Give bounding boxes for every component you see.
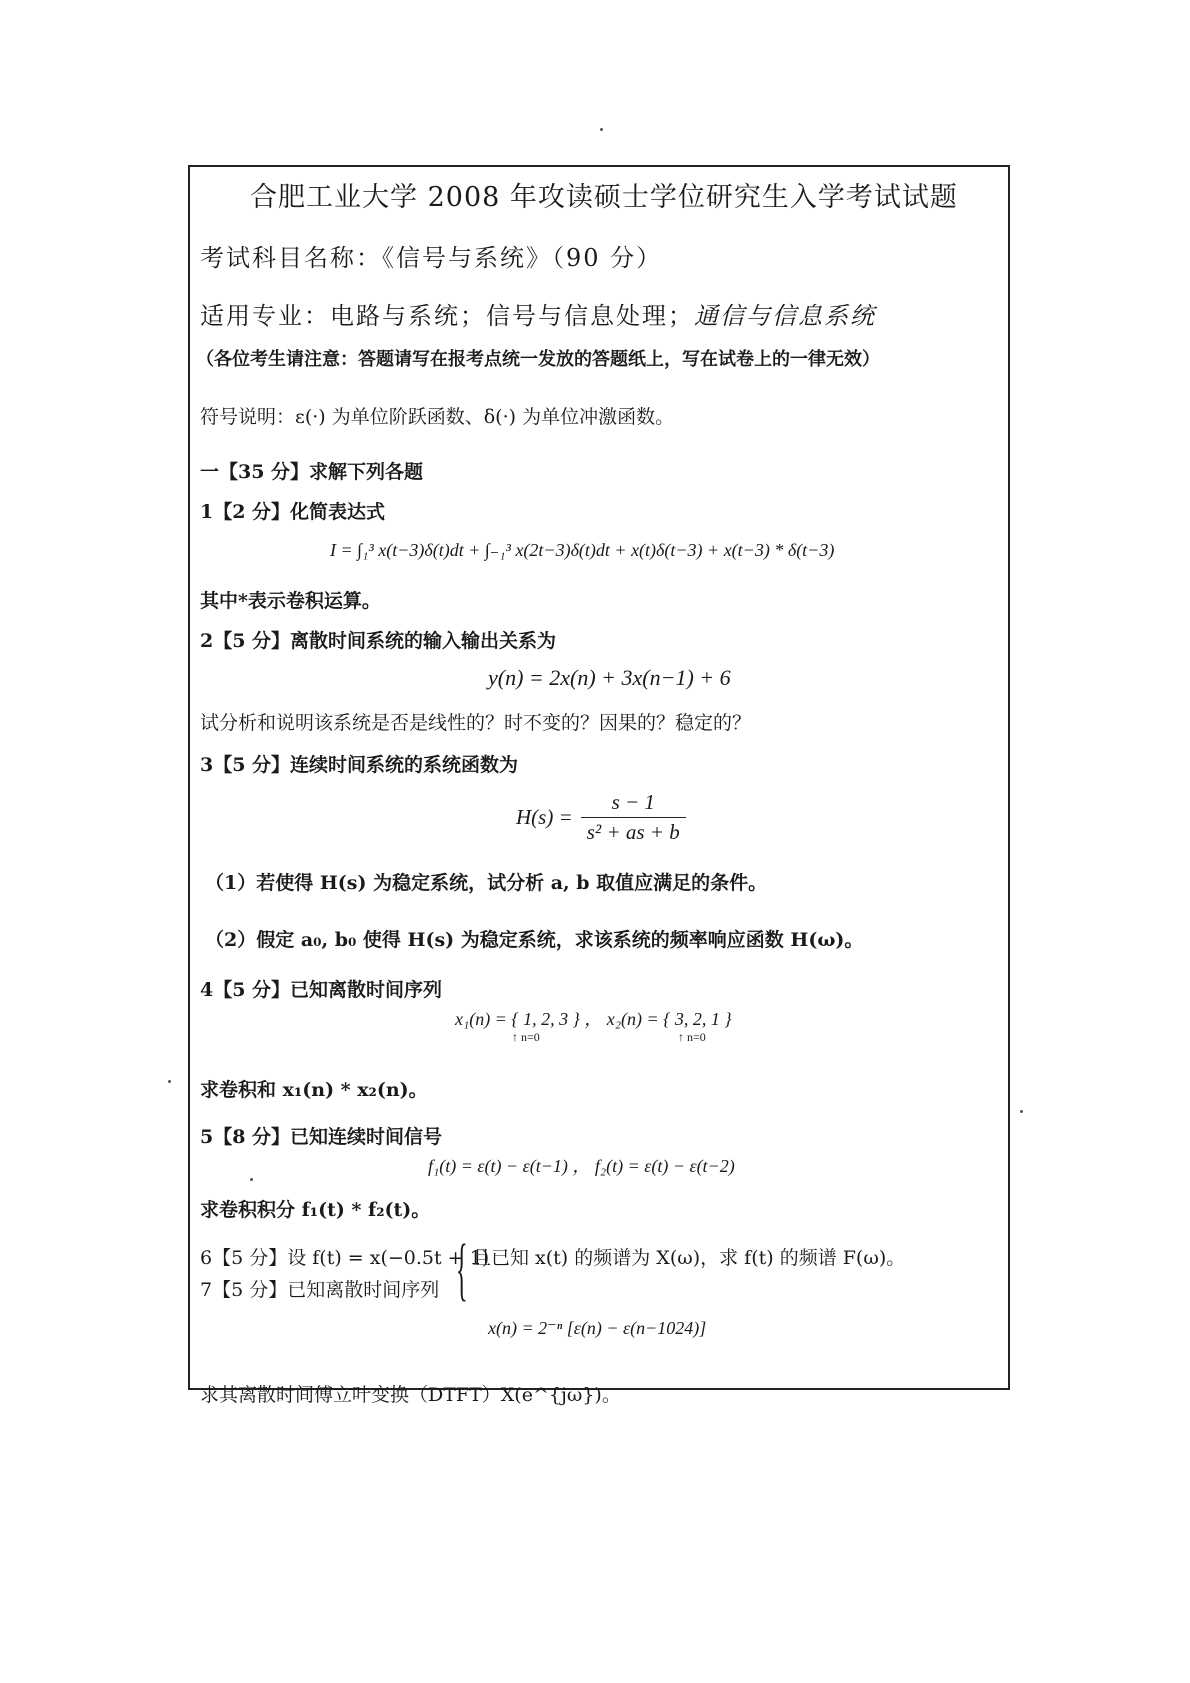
q5-formula: f₁(t) = ε(t) − ε(t−1) ， f₂(t) = ε(t) − ε(t−2): [428, 1156, 735, 1176]
q6-rest: 且已知 x(t) 的频谱为 X(ω)，求 f(t) 的频谱 F(ω)。: [472, 1247, 906, 1269]
q7-formula: x(n) = 2⁻ⁿ [ε(n) − ε(n−1024)]: [488, 1318, 707, 1338]
q4-question: 求卷积和 x₁(n) * x₂(n)。: [200, 1079, 428, 1101]
q3-part1: （1）若使得 H(s) 为稳定系统，试分析 a, b 取值应满足的条件。: [205, 872, 768, 894]
q7-question: 求其离散时间傅立叶变换（DTFT）X(e^{jω})。: [200, 1384, 621, 1406]
section1-heading: 一【35 分】求解下列各题: [200, 461, 424, 483]
q7-label: 7【5 分】已知离散时间序列: [200, 1279, 440, 1301]
symbol-note: 符号说明：ε(·) 为单位阶跃函数、δ(·) 为单位冲激函数。: [200, 406, 675, 428]
q3-lhs: H(s) =: [516, 805, 573, 829]
q3-formula: [516, 790, 686, 845]
major-line: [200, 296, 876, 331]
q2-formula: y(n) = 2x(n) + 3x(n−1) + 6: [488, 665, 731, 690]
q3-fraction: [581, 790, 686, 845]
q2-label: 2【5 分】离散时间系统的输入输出关系为: [200, 630, 557, 652]
subject-line: 考试科目名称：《信号与系统》（90 分）: [200, 244, 663, 272]
q3-part2: （2）假定 a₀, b₀ 使得 H(s) 为稳定系统，求该系统的频率响应函数 H(ω)。: [205, 929, 864, 951]
brace-glyph: {: [455, 1231, 468, 1308]
notice-line: （各位考生请注意：答题请写在报考点统一发放的答题纸上，写在试卷上的一律无效）: [196, 349, 880, 370]
major-printed: 适用专业：电路与系统；信号与信息处理；: [200, 302, 694, 330]
q3-denominator: s² + as + b: [586, 820, 680, 844]
q4-index-marker-1: ↑ n=0: [512, 1030, 540, 1044]
q6-label: 6【5 分】设 f(t) = x(−0.5t + 1): [200, 1247, 490, 1269]
q5-label: 5【8 分】已知连续时间信号: [200, 1126, 443, 1148]
q1-label: 1【2 分】化简表达式: [200, 501, 386, 523]
major-handwritten: 通信与信息系统: [694, 302, 876, 330]
q1-formula: I = ∫₁³ x(t−3)δ(t)dt + ∫₋₁³ x(2t−3)δ(t)dt + x(t)δ(t−3) + x(t−3) * δ(t−3): [330, 540, 835, 560]
q3-label: 3【5 分】连续时间系统的系统函数为: [200, 754, 519, 776]
q5-question: 求卷积积分 f₁(t) * f₂(t)。: [200, 1199, 431, 1221]
q2-question: 试分析和说明该系统是否是线性的？时不变的？因果的？稳定的？: [200, 712, 752, 734]
scan-speck: [250, 1178, 253, 1181]
exam-title: 合肥工业大学 2008 年攻读硕士学位研究生入学考试试题: [250, 182, 958, 213]
q4-label: 4【5 分】已知离散时间序列: [200, 979, 443, 1001]
q3-numerator: s − 1: [611, 790, 655, 814]
q4-index-marker-2: ↑ n=0: [678, 1030, 706, 1044]
scan-speck: [168, 1080, 171, 1083]
q4-formula: x₁(n) = { 1, 2, 3 } ， x₂(n) = { 3, 2, 1 }: [455, 1009, 732, 1029]
q1-note: 其中*表示卷积运算。: [200, 590, 381, 612]
scan-speck: [600, 128, 603, 131]
scan-speck: [1020, 1110, 1023, 1113]
